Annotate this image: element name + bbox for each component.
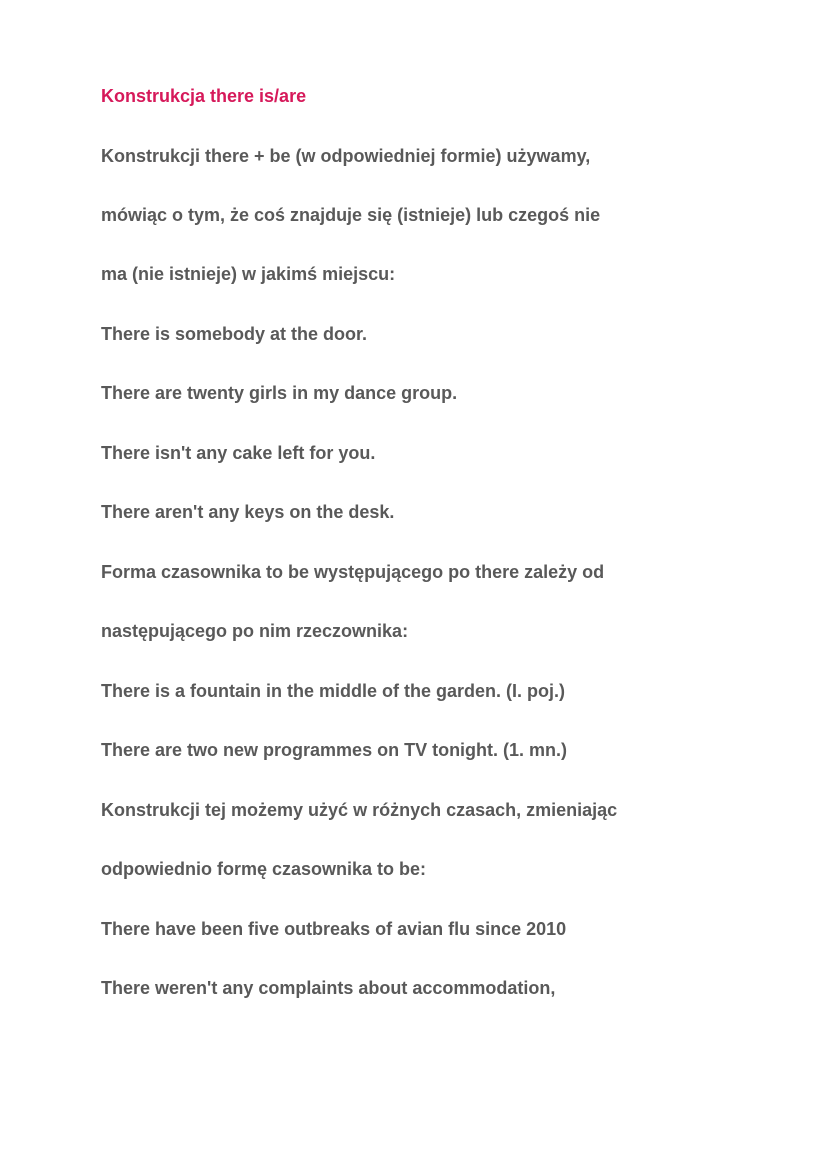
text-line-7: odpowiednio formę czasownika to be:: [101, 859, 427, 879]
example-line-6: There are two new programmes on TV tonight. (1. mn.): [101, 740, 568, 760]
example-line-7: There have been five outbreaks of avian flu since 2010: [101, 919, 567, 939]
example-line-8: There weren't any complaints about accommodation,: [101, 978, 556, 998]
example-line-4: There aren't any keys on the desk.: [101, 502, 395, 522]
text-line-3: ma (nie istnieje) w jakimś miejscu:: [101, 264, 396, 284]
page-title: Konstrukcja there is/are: [101, 86, 307, 106]
text-line-1: Konstrukcji there + be (w odpowiedniej formie) używamy,: [101, 146, 591, 166]
text-line-2: mówiąc o tym, że coś znajduje się (istnieje) lub czegoś nie: [101, 205, 601, 225]
text-line-5: następującego po nim rzeczownika:: [101, 621, 409, 641]
example-line-3: There isn't any cake left for you.: [101, 443, 376, 463]
example-line-1: There is somebody at the door.: [101, 324, 368, 344]
example-line-2: There are twenty girls in my dance group.: [101, 383, 458, 403]
text-line-6: Konstrukcji tej możemy użyć w różnych czasach, zmieniając: [101, 800, 618, 820]
text-line-4: Forma czasownika to be występującego po there zależy od: [101, 562, 605, 582]
example-line-5: There is a fountain in the middle of the garden. (I. poj.): [101, 681, 566, 701]
